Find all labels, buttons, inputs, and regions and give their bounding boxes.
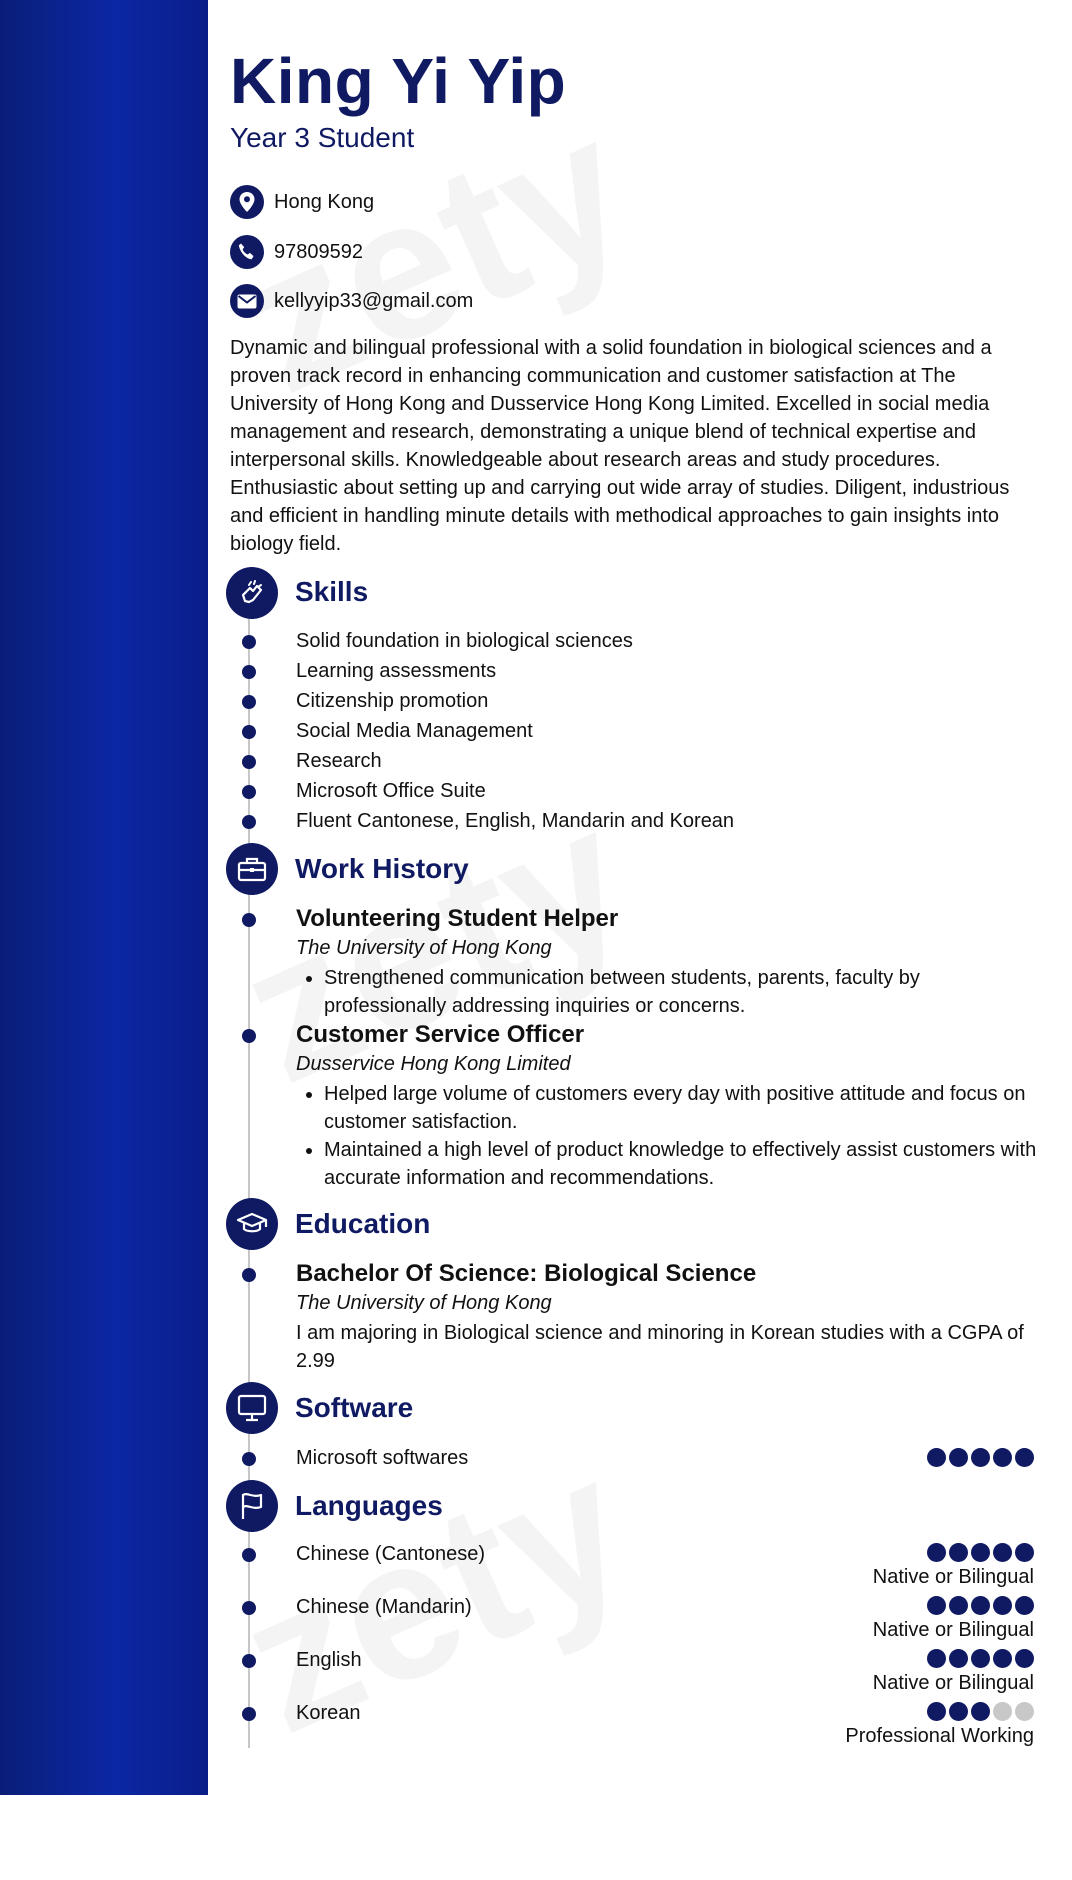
rating-dot-filled [949,1448,968,1467]
phone-text: 97809592 [274,240,363,263]
contact-location [230,185,374,219]
skill-item: Citizenship promotion [296,690,489,712]
rating-dot-filled [927,1543,946,1562]
language-name: Chinese (Cantonese) [296,1543,485,1565]
monitor-icon [226,1382,278,1434]
rating-dot-filled [971,1448,990,1467]
education-heading: Education [295,1208,431,1239]
job-employer: The University of Hong Kong [296,937,552,959]
rating-dot-filled [1015,1596,1034,1615]
job-title: Customer Service Officer [296,1021,585,1048]
skill-dot [242,755,256,769]
briefcase-icon [226,843,278,895]
education-dot [242,1268,256,1282]
software-heading: Software [295,1392,414,1423]
rating-dot-filled [949,1649,968,1668]
sidebar [0,0,208,1795]
language-dot [242,1707,256,1721]
rating-dot-filled [993,1543,1012,1562]
language-name: Chinese (Mandarin) [296,1596,472,1618]
email-text[interactable]: kellyyip33@gmail.com [274,289,474,312]
skill-dot [242,725,256,739]
language-rating [927,1649,1034,1668]
software-rating [927,1448,1034,1467]
candidate-role: Year 3 Student [230,122,415,153]
candidate-name: King Yi Yip [230,45,567,117]
skills-icon [226,567,278,619]
rating-dot-filled [1015,1649,1034,1668]
job-employer: Dusservice Hong Kong Limited [296,1053,571,1075]
skill-item: Microsoft Office Suite [296,780,486,802]
rating-dot-empty [1015,1702,1034,1721]
language-level: Native or Bilingual [872,1619,1034,1641]
job-dot [242,913,256,927]
skill-dot [242,815,256,829]
language-rating [927,1596,1034,1615]
language-level: Native or Bilingual [872,1566,1034,1588]
contact-phone [230,235,363,269]
rating-dot-filled [1015,1448,1034,1467]
school-name: The University of Hong Kong [296,1292,552,1314]
work-history-heading: Work History [295,853,469,884]
job-title: Volunteering Student Helper [296,905,619,932]
language-rating [927,1543,1034,1562]
language-name: Korean [296,1702,361,1724]
timeline-line [248,600,250,1748]
rating-dot-filled [971,1649,990,1668]
envelope-icon [230,284,264,318]
phone-icon [230,235,264,269]
rating-dot-filled [993,1596,1012,1615]
job-bullet: • Strengthened communication between students, parents, faculty by professionally addressing inquiries or concerns. [324,964,1044,1020]
rating-dot-filled [971,1543,990,1562]
education-date [862,1264,1052,1322]
job-bullet: • Maintained a high level of product knowledge to effectively assist customers with accurate information and recommendations. [324,1136,1044,1192]
language-name: English [296,1649,362,1671]
rating-dot-filled [1015,1543,1034,1562]
rating-dot-filled [993,1448,1012,1467]
degree-title: Bachelor Of Science: Biological Science [296,1260,757,1287]
professional-summary: Dynamic and bilingual professional with a solid foundation in biological sciences and a proven track record in enhancing communication and customer satisfaction at The University of Hong Kong and Dusservice Hong Kong Limited. Excelled in social media management and research, demonstrating a unique blend of technical expertise and interpersonal skills. Knowledgeable about research areas and study procedures. Enthusiastic about setting up and carrying out wide array of studies. Diligent, industrious and efficient in handling minute details with methodical approaches to gain insights into biology field. [230,337,1010,555]
skill-dot [242,635,256,649]
location-pin-icon [230,185,264,219]
rating-dot-filled [927,1448,946,1467]
languages-heading: Languages [295,1490,443,1521]
language-dot [242,1548,256,1562]
education-date-line: Expected in 2026- [899,1268,1052,1288]
language-level: Native or Bilingual [872,1672,1034,1694]
skill-item: Research [296,750,382,772]
skill-item: Social Media Management [296,720,533,742]
language-level: Professional Working [845,1725,1034,1747]
rating-dot-filled [927,1649,946,1668]
education-date-line: 08 [1031,1297,1052,1317]
skill-item: Fluent Cantonese, English, Mandarin and Korean [296,810,735,832]
software-item: Microsoft softwares [296,1447,469,1469]
language-dot [242,1654,256,1668]
skill-dot [242,665,256,679]
education-description: I am majoring in Biological science and minoring in Korean studies with a CGPA of 2.99 [296,1322,1024,1372]
rating-dot-filled [927,1702,946,1721]
job-date: 2024-01 - 2024-03 [903,1026,1052,1046]
skill-item: Learning assessments [296,660,497,682]
rating-dot-filled [993,1649,1012,1668]
job-bullet: • Helped large volume of customers every day with positive attitude and focus on customer satisfaction. [324,1080,1044,1136]
skills-heading: Skills [295,576,369,607]
skill-item: Solid foundation in biological sciences [296,630,633,652]
rating-dot-filled [927,1596,946,1615]
rating-dot-filled [949,1702,968,1721]
rating-dot-filled [971,1702,990,1721]
skill-dot [242,785,256,799]
contact-email [230,284,473,318]
software-dot [242,1452,256,1466]
rating-dot-filled [949,1543,968,1562]
job-bullets [296,964,1044,1020]
rating-dot-filled [949,1596,968,1615]
rating-dot-filled [971,1596,990,1615]
job-dot [242,1029,256,1043]
skill-dot [242,695,256,709]
flag-icon [226,1480,278,1532]
graduation-cap-icon [226,1198,278,1250]
language-rating [927,1702,1034,1721]
language-dot [242,1601,256,1615]
location-text: Hong Kong [274,190,375,213]
rating-dot-empty [993,1702,1012,1721]
job-bullets [296,1080,1044,1192]
